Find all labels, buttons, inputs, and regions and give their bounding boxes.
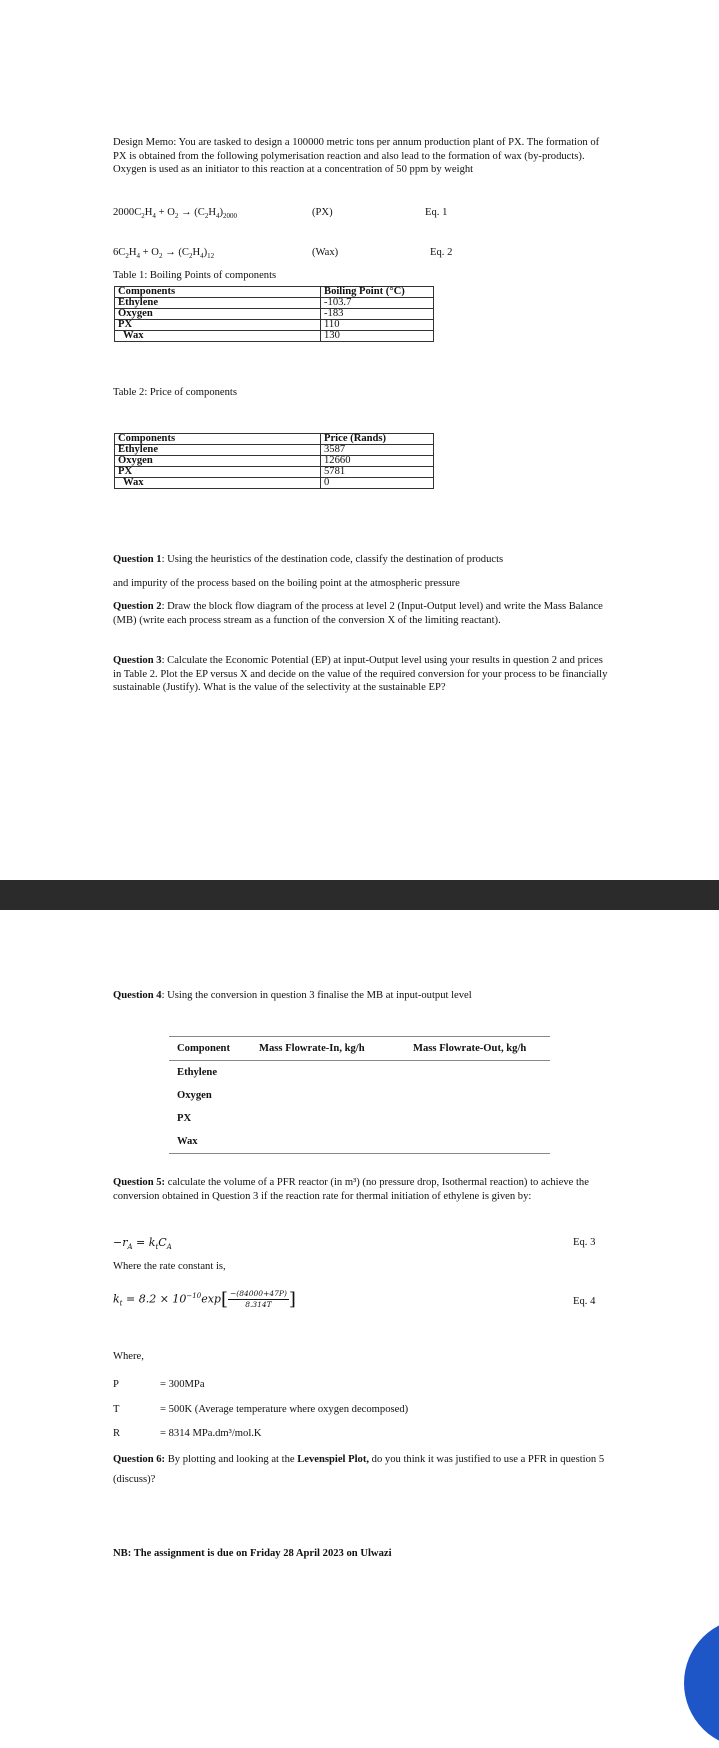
mass-balance-table <box>169 1036 550 1154</box>
equation-3-label: Eq. 3 <box>573 1237 596 1248</box>
equation-4-exponent: −10 <box>186 1291 202 1300</box>
page-separator <box>0 880 719 910</box>
variable-value: = 300MPa <box>160 1379 205 1390</box>
table-header-cell: Component <box>169 1037 251 1061</box>
table-cell: -103.7 <box>321 298 434 309</box>
table-cell-empty <box>405 1084 550 1107</box>
question-5-label: Question 5: <box>113 1177 166 1188</box>
table-header-row <box>115 434 434 445</box>
table-header-cell: Components <box>115 434 321 445</box>
table-row <box>115 445 434 456</box>
table-cell: 110 <box>321 320 434 331</box>
table-cell: Wax <box>115 478 321 489</box>
variable-value: = 8314 MPa.dm³/mol.K <box>160 1428 262 1439</box>
table-row <box>115 320 434 331</box>
table-cell: PX <box>115 467 321 478</box>
table-cell: PX <box>177 1112 192 1124</box>
question-1-label: Question 1 <box>113 554 162 565</box>
equation-4-label: Eq. 4 <box>573 1296 596 1307</box>
table-cell: Wax <box>115 331 321 342</box>
table-cell: 130 <box>321 331 434 342</box>
question-2-label: Question 2 <box>113 601 162 612</box>
table-header-cell: Mass Flowrate-In, kg/h <box>251 1037 405 1061</box>
table-2-caption: Table 2: Price of components <box>113 387 237 398</box>
table-cell: Oxygen <box>115 309 321 320</box>
equation-4-fraction <box>228 1289 289 1309</box>
table-header-cell: Boiling Point (°C) <box>321 287 434 298</box>
boiling-points-table <box>114 286 434 342</box>
table-row <box>115 331 434 342</box>
table-cell: Wax <box>169 1130 251 1154</box>
table-cell: PX <box>115 320 321 331</box>
table-cell: Ethylene <box>115 445 321 456</box>
design-memo-intro: Design Memo: You are tasked to design a 100000 metric tons per annum production plant of PX. The formation of PX is obtained from the following polymerisation reaction and also lead to the formation of wax (by-products). Oxygen is used as an initiator to this reaction at a concentration of 50 ppm by weight <box>113 137 600 176</box>
question-6-levenspiel: Levenspiel Plot, <box>297 1454 370 1465</box>
equation-1-reaction: $2000C_2H_4 + O_2 \to (C_2H_4)_{2000}$ <box>113 207 238 221</box>
question-4-label: Question 4 <box>113 990 162 1001</box>
question-3 <box>113 654 608 695</box>
equation-1-product: (PX) <box>312 207 333 218</box>
table-header-row <box>115 287 434 298</box>
equation-3: $-r_A = k_tC_A$ <box>113 1236 172 1252</box>
table-cell-empty <box>251 1061 405 1085</box>
document-page-2 <box>0 910 719 1707</box>
question-3-text: : Calculate the Economic Potential (EP) at input-Output level using your results in question 2 and prices in Table 2. Plot the EP versus X and decide on the value of the required conversion for your process to be financially sustainable (Justify). What is the value of the selectivity at the sustainable EP? <box>113 655 608 694</box>
table-cell-empty <box>251 1130 405 1154</box>
table-cell: Oxygen <box>177 1089 212 1101</box>
table-cell: 5781 <box>321 467 434 478</box>
variable-symbol: R <box>113 1428 121 1439</box>
question-6-rest: do you think it was justified to use a PFR in question 5 (discuss)? <box>113 1454 605 1486</box>
right-bracket-icon: ] <box>288 1289 296 1310</box>
table-cell: Ethylene <box>115 298 321 309</box>
equation-4-denominator: 8.314T <box>245 1300 272 1310</box>
question-4-text: : Using the conversion in question 3 finalise the MB at input-output level <box>161 990 472 1001</box>
equation-2-label: Eq. 2 <box>430 247 453 258</box>
question-1-line-1: : Using the heuristics of the destination code, classify the destination of products <box>161 554 504 565</box>
price-table <box>114 433 434 489</box>
question-4 <box>113 989 472 1003</box>
left-bracket-icon: [ <box>220 1289 228 1310</box>
table-cell: Ethylene <box>177 1066 218 1078</box>
question-2-text: : Draw the block flow diagram of the process at level 2 (Input-Output level) and write the Mass Balance (MB) (write each process stream as a function of the conversion X of the limiting reactant). <box>113 601 603 626</box>
question-2 <box>113 600 608 627</box>
table-cell-empty <box>251 1084 405 1107</box>
question-6-label: Question 6: <box>113 1454 166 1465</box>
table-cell-empty <box>405 1107 550 1130</box>
equation-4-coefficient: = 8.2 × 10 <box>126 1292 187 1306</box>
table-cell: 12660 <box>321 456 434 467</box>
table-row <box>169 1084 550 1107</box>
rate-constant-text: Where the rate constant is, <box>113 1261 226 1272</box>
table-cell: 0 <box>321 478 434 489</box>
equation-4-numerator: −(84000+47P) <box>230 1289 287 1299</box>
table-cell-empty <box>251 1107 405 1130</box>
equation-4-function: exp <box>201 1292 221 1306</box>
table-row <box>115 456 434 467</box>
table-cell: -183 <box>321 309 434 320</box>
table-cell: 3587 <box>321 445 434 456</box>
variable-value: = 500K (Average temperature where oxygen decomposed) <box>160 1404 409 1415</box>
table-header-cell: Components <box>115 287 321 298</box>
equation-4: $k_t = 8.2 \times 10^{-10}\exp$[ $\frac{-(84000+47P)}{8.314T}$ ] <box>113 1289 296 1310</box>
table-row <box>115 309 434 320</box>
table-row <box>169 1130 550 1154</box>
table-row <box>115 467 434 478</box>
table-row <box>115 298 434 309</box>
question-6 <box>113 1450 608 1490</box>
table-row <box>169 1061 550 1085</box>
table-cell: Oxygen <box>115 456 321 467</box>
variable-symbol: P <box>113 1379 119 1390</box>
where-label: Where, <box>113 1351 144 1362</box>
table-cell-empty <box>405 1130 550 1154</box>
table-header-row <box>169 1037 550 1061</box>
table-header-cell: Mass Flowrate-Out, kg/h <box>405 1037 550 1061</box>
equation-2-product: (Wax) <box>312 247 339 258</box>
question-3-label: Question 3 <box>113 655 162 666</box>
table-row <box>115 478 434 489</box>
table-row <box>169 1107 550 1130</box>
variable-symbol: T <box>113 1404 120 1415</box>
question-1-line-2: and impurity of the process based on the boiling point at the atmospheric pressure <box>113 578 460 589</box>
question-5 <box>113 1176 608 1203</box>
equation-2-reaction: $6C_2H_4 + O_2 \to (C_2H_4)_{12}$ <box>113 247 215 261</box>
table-1-caption: Table 1: Boiling Points of components <box>113 270 277 281</box>
equation-1-label: Eq. 1 <box>425 207 448 218</box>
due-date-note: NB: The assignment is due on Friday 28 April 2023 on Ulwazi <box>113 1548 392 1559</box>
question-1 <box>113 553 608 567</box>
question-6-text: By plotting and looking at the <box>165 1454 298 1465</box>
equation-4-prefix: k <box>113 1292 120 1306</box>
question-5-text: calculate the volume of a PFR reactor (in m³) (no pressure drop, Isothermal reaction) to achieve the conversion obtained in Question 3 if the reaction rate for thermal initiation of ethylene is given by: <box>113 1177 589 1202</box>
table-header-cell: Price (Rands) <box>321 434 434 445</box>
table-cell-empty <box>405 1061 550 1085</box>
